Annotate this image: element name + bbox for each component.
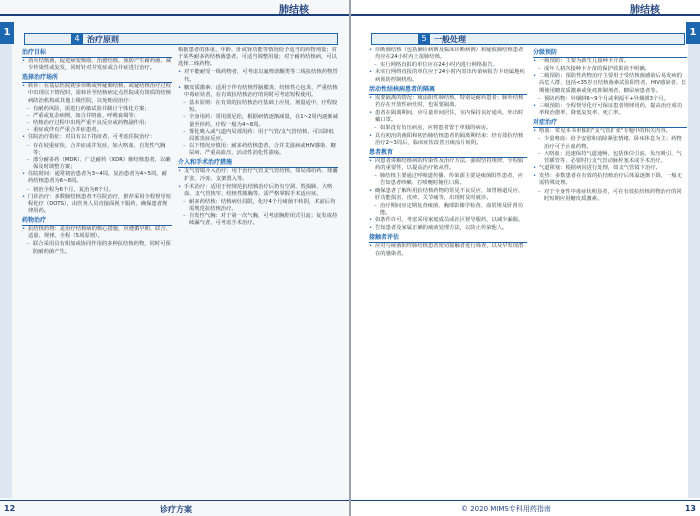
sidebar-strip <box>0 44 12 498</box>
sub-bullet-item: – 对于全身性中毒症状明显者，可在有效抗结核药物治疗的同时短期应用糖皮质激素。 <box>533 189 687 203</box>
bullet-item: • 糖皮质激素：适用于伴有结核性脑膜炎、结核性心包炎、严重结核中毒症状者，在有效抗结核治疗的同时可考虑短程使用。 <box>178 85 338 99</box>
bullet-item: • 抗结核药物：是治疗结核病的核心措施，应遵循早期、联合、适量、规律、全程（5项原则）。 <box>22 226 172 240</box>
sub-bullet-item: – 耐多药结核：结核病灶局限，化疗4个月痰菌不转阴，术前后均需规范抗结核治疗。 <box>178 199 338 213</box>
section-number: 5 <box>418 34 430 44</box>
bullet-item: • 手术治疗：适用于经规范抗结核治疗后仍有空洞、毁损肺、大咯血、支气管狭窄、结核性脓胸等，需严格掌握手术适应症。 <box>178 184 338 198</box>
sub-bullet-item: – 肺结核主要通过呼吸道传播，传染源主要是痰菌阳性患者，应告知患者咳嗽、打喷嚏时掩住口鼻。 <box>369 173 527 187</box>
bullet-item: • 门诊治疗：多数肺结核患者不住院治疗，推荐采用全程督导短程化疗（DOTS），由医务人员直接面视下服药，确保患者规律用药。 <box>22 194 172 215</box>
left-column-2 <box>178 47 338 491</box>
section-heading: 选择治疗场所 <box>22 74 172 83</box>
bullet-item: • 咯血：常见本书单独的"支气管扩张"专题中的相关内容。 <box>533 128 687 135</box>
bullet-item: • 需要隔离的情况：痰涂阳性肺结核、特别是耐药患者；肺外结核若存在开放性病灶时，也需要隔离。 <box>369 95 527 109</box>
bullet-item: • 住院时间：通常初治患者为3~4周，复治患者为4~5周，耐药结核患者为6~8周。 <box>22 171 172 185</box>
sub-bullet-item: – 有耐药风险，需进行药敏试验并制订个体化方案； <box>22 106 172 113</box>
section-heading: 对症治疗 <box>533 119 687 128</box>
section-heading: 接触者评估 <box>369 234 527 243</box>
bullet-item: • 如条件许可，考虑采用家庭成员或社区督导服药，以减少漏服。 <box>369 217 527 224</box>
chapter-tab: 1 <box>0 22 14 44</box>
bullet-item: • 三级预防：全程督导化疗可保证患者规律用药，提高治疗成功率和治愈率，降低复发率、死亡率。 <box>533 103 687 117</box>
sub-bullet-item: – 自发性气胸：对于第一次气胸，可考虑胸腔闭式引流；复发或持续漏气者，可考虑手术治疗。 <box>178 213 338 227</box>
header-title: 肺结核 <box>630 5 660 16</box>
bullet-item: • 患者在隔离期间，应尽量单间居住，室内保持良好通风，外出时戴口罩。 <box>369 110 527 124</box>
sub-bullet-item: – 全身用药：常用泼尼松，根据病情逐渐减量，在1~2周内逐渐减量至停药，疗程一般为4~8周。 <box>178 114 338 128</box>
bullet-item: • 消灭结核菌，促进病变吸收、治愈结核，预防产生耐药菌，减少传染性或复发，同时针对并发症或合并症进行治疗。 <box>22 58 172 72</box>
sub-bullet-item: – 预防药物：异烟肼6~9个月或利福平+异烟肼3个月。 <box>533 96 687 103</box>
sub-bullet-item: – 部分耐多药（MDR）、广泛耐药（XDR）肺结核患者，以确保及时调整方案； <box>22 157 172 171</box>
sub-bullet-item: – 重症或伴有严重合并症患者。 <box>22 127 172 134</box>
section-title-bar <box>371 33 685 45</box>
page-footer <box>351 500 700 516</box>
page-number: 12 <box>4 504 16 513</box>
paragraph: 根据患者的体重、年龄、肝或肾功能等情况给予适当的药物剂量；对于某些耐多药结核菌患者，可适当调整用量；对于耐药结核病，可以选择二线药物。 <box>178 47 337 68</box>
bullet-item: • 转诊：在基层医院初步诊断或怀疑肺结核，或疑结核治疗过程中出现以下情况时，需转诊至结核病定点医院或有资质的结核病防治机构或其他上级医院，以免贻误治疗： <box>22 83 172 104</box>
page-number: 13 <box>684 504 696 513</box>
page-header <box>0 0 349 16</box>
footer-text: © 2020 MIMS专科用药指南 <box>461 505 551 513</box>
sub-bullet-item: – 治疗期间应定期复查痰菌、胸部影像学检查、血常规及肝肾功能。 <box>369 203 527 217</box>
sub-bullet-item: – 雾化吸入或气道内局部用药：用于气管/支气管结核，可以降低局部炎症反应。 <box>178 129 338 143</box>
sub-bullet-item: – 严重或复杂病例，如合并咯血、呼吸衰竭等； <box>22 113 172 120</box>
right-column-2 <box>533 47 687 491</box>
page-footer <box>0 500 349 516</box>
bullet-item: • 诊断肺结核（包括确诊病例及临床诊断病例）和疑似肺结核患者均应在24小时内上报肺结核。 <box>369 47 527 61</box>
sub-bullet-item: – 结核治疗过程中出现严重不良反应或药物副作用； <box>22 120 172 127</box>
bullet-item: • 告知患者及家属正确的痰液处理方法，以防止传染他人。 <box>369 225 527 232</box>
section-heading: 分级预防 <box>533 49 687 58</box>
header-title: 肺结核 <box>279 5 309 16</box>
section-heading: 活动性结核病患者的隔离 <box>369 86 527 95</box>
sub-bullet-item: – 大咯血：迅速保持气道通畅，包括体位引流、负压吸引、气管插管等，必要时行支气管动脉栓塞术或手术治疗。 <box>533 151 687 165</box>
bullet-item: • 气道阻塞：根据病因进行处理，如支气管镜下治疗。 <box>533 165 687 172</box>
section-number: 4 <box>71 34 83 44</box>
sub-bullet-item: – 以下情况应慎用：耐多药结核患者、合并艾滋病或HIV感染、糖尿病、严重高血压、活动性消化性溃疡。 <box>178 143 338 157</box>
sub-bullet-item: – 如果没有负压病房，应将患者置于单独的病房。 <box>369 125 527 132</box>
bullet-item: • 未实行网络直报的单位应于24小时内寄出传染病报告卡给属地疾病预防控制机构。 <box>369 69 527 83</box>
sub-bullet-item: – 初治全程为6个月，复治为8个月。 <box>22 187 172 194</box>
bullet-item: • 一级预防：主要为新生儿接种卡介苗。 <box>533 58 687 65</box>
bullet-item: • 住院治疗指征：对具有以下指征者，可考虑住院治疗： <box>22 134 172 141</box>
bullet-item: • 发热：多数患者在有效的抗结核治疗后体温逐渐下降，一般无需特殊处理。 <box>533 173 687 187</box>
sub-bullet-item: – 成年人初次接种卡介苗的保护效果尚不明确。 <box>533 66 687 73</box>
left-column-1 <box>22 47 172 491</box>
sub-bullet-item: – 基本原则：在有效的抗结核治疗基础上应用，剂量适中，疗程较短。 <box>178 100 338 114</box>
bullet-item: • 向患者讲解结核病的传染性及治疗方法，强调坚持规律、全程服药的重要性，以提高治疗依从性。 <box>369 158 527 172</box>
page-header <box>351 0 700 16</box>
bullet-item: • 应对与痰菌阳性肺结核患者密切接触者进行筛查，以及早发现潜在的感染者。 <box>369 243 527 257</box>
section-heading: 介入和手术治疗措施 <box>178 159 338 168</box>
sidebar-strip <box>688 44 700 498</box>
bullet-item: • 确保患者了解所用抗结核药物的常见不良反应，如胃肠道反应、肝功能损害、皮疹、关节痛等，出现时及时就诊。 <box>369 188 527 202</box>
bullet-item: • 支气管镜介入治疗：用于治疗气管支气管结核，如局部给药、球囊扩张、冷冻、支架置入等。 <box>178 168 338 182</box>
section-heading: 治疗目标 <box>22 49 172 58</box>
sub-bullet-item: – 存在较重症状、合并症或并发症，如大咯血、自发性气胸等； <box>22 143 172 157</box>
bullet-item: • 具有初治的菌阳和初治肺结核患者的隔离期结束：经有效抗结核治疗2~3周后，临床症状改善且痰涂片转阴。 <box>369 133 527 147</box>
section-title: 一般处理 <box>434 34 466 44</box>
right-page <box>351 0 700 516</box>
right-column-1 <box>369 47 527 491</box>
section-heading: 患者教育 <box>369 149 527 158</box>
sub-bullet-item: – 实行网络直报的单位应在24小时内进行网络报告。 <box>369 62 527 69</box>
section-heading: 药物治疗 <box>22 217 172 226</box>
section-title: 治疗原则 <box>87 34 119 44</box>
bullet-item: • 对不能耐受一线药物者，可考虑以氟喹诺酮类等二线抗结核药物替代。 <box>178 69 338 83</box>
footer-text: 诊疗方案 <box>160 505 192 514</box>
left-page <box>0 0 349 516</box>
sub-bullet-item: – 联合采用具有相加或协同作用的多种抗结核药物，同时可预防耐药菌产生。 <box>22 241 172 255</box>
sub-bullet-item: – 少量咯血：给予安慰和消除紧张情绪，卧床休息为主；药物治疗可予止血药物。 <box>533 136 687 150</box>
chapter-tab: 1 <box>686 22 700 44</box>
section-title-bar <box>24 33 338 45</box>
bullet-item: • 二级预防：预防性药物治疗主要用于受结核菌感染后易发病的高危人群，包括<35岁且结核菌素试验阳性者、HIV感染者、长期使用糖皮质激素或免疫抑制剂者、糖尿病患者等。 <box>533 73 687 94</box>
